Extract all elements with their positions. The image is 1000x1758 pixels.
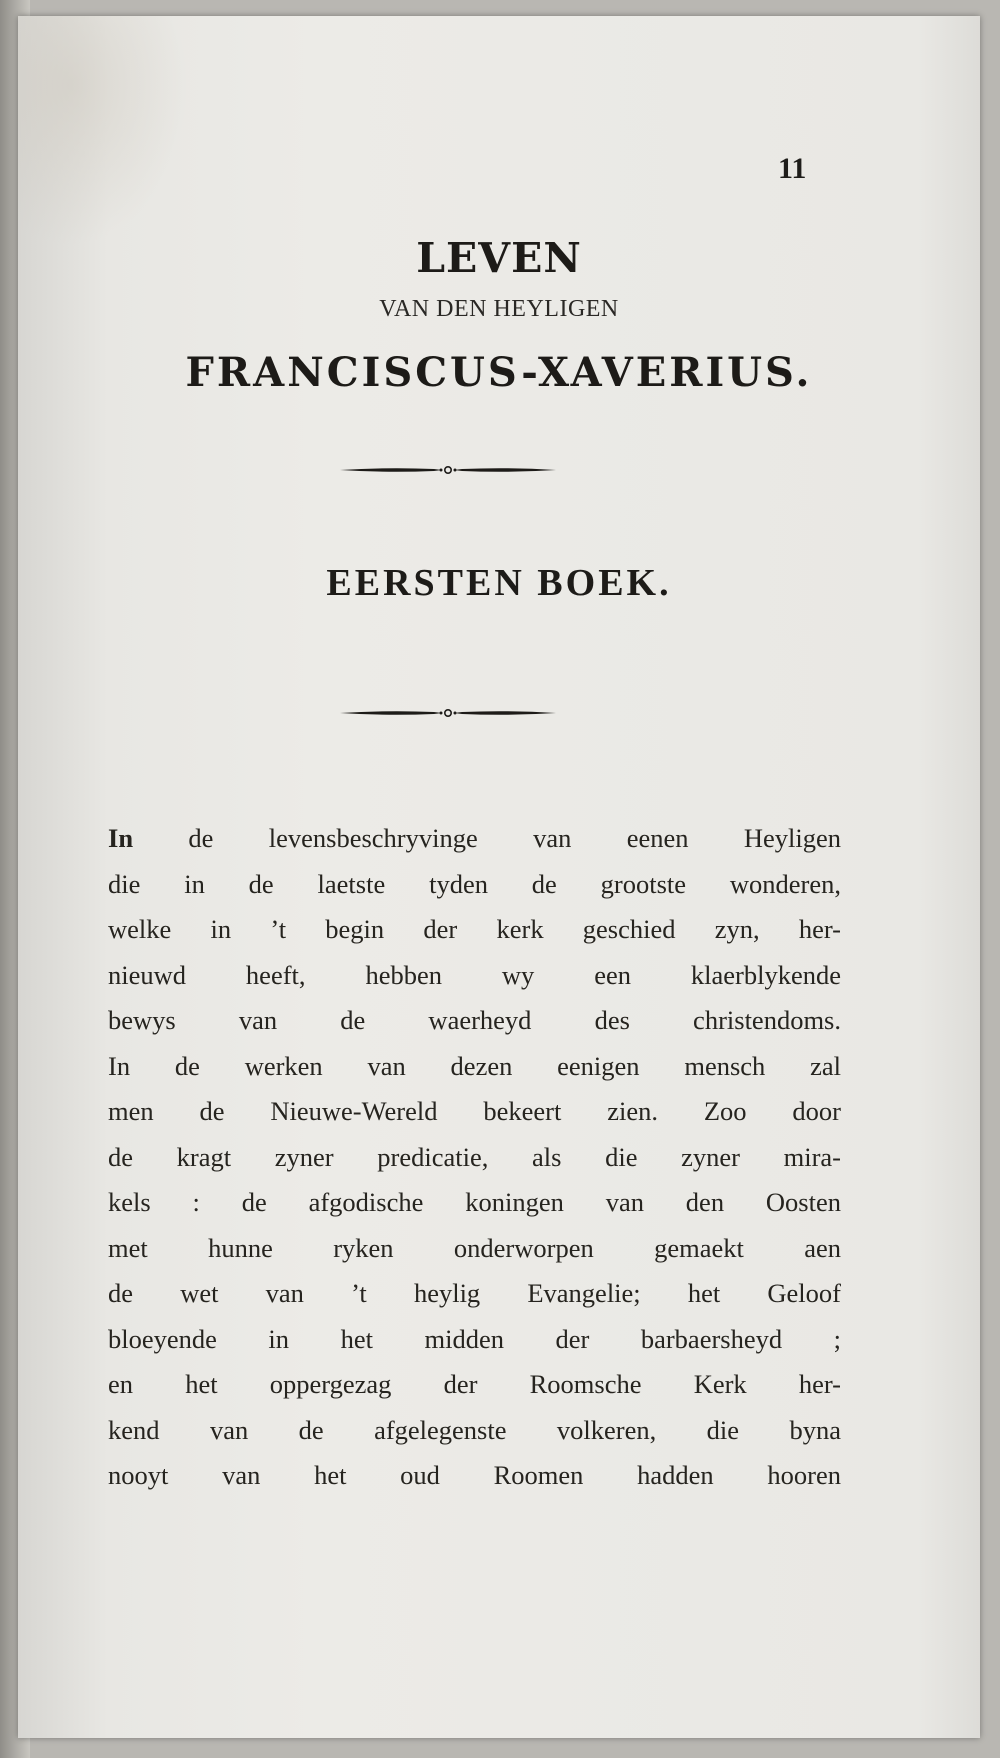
text-line: en het oppergezag der Roomsche Kerk her-	[108, 1369, 841, 1399]
ornament-rule-icon	[338, 463, 558, 477]
paper-stain	[18, 16, 188, 246]
text-line: kels : de afgodische koningen van den Oosten	[108, 1187, 841, 1217]
text-line: In de levensbeschryvinge van eenen Heyligen	[108, 823, 841, 853]
body-paragraph	[108, 816, 841, 1499]
text-line: welke in ’t begin der kerk geschied zyn, her-	[108, 914, 841, 944]
text-line: nooyt van het oud Roomen hadden hooren	[108, 1460, 841, 1490]
text-line: nieuwd heeft, hebben wy een klaerblykende	[108, 959, 841, 990]
book-page	[18, 16, 980, 1738]
book-title: EERSTEN BOEK.	[326, 562, 672, 604]
text-line: met hunne ryken onderworpen gemaekt aen	[108, 1232, 841, 1263]
opening-word: In	[108, 823, 134, 853]
text-line: de kragt zyner predicatie, als die zyner mira-	[108, 1141, 841, 1172]
text-line: die in de laetste tyden de grootste wonderen,	[108, 868, 841, 899]
text-line: kend van de afgelegenste volkeren, die byna	[108, 1414, 841, 1445]
title-saint-name: FRANCISCUS-XAVERIUS.	[185, 349, 813, 396]
title-subtitle: VAN DEN HEYLIGEN	[379, 296, 619, 322]
text-line: de wet van ’t heylig Evangelie; het Geloof	[108, 1278, 841, 1308]
page-number: 11	[778, 152, 807, 185]
text-line: bewys van de waerheyd des christendoms.	[108, 1005, 841, 1035]
ornament-rule-icon	[338, 706, 558, 720]
title-main: LEVEN	[416, 234, 582, 282]
text-line: In de werken van dezen eenigen mensch zal	[108, 1050, 841, 1081]
text-line: men de Nieuwe-Wereld bekeert zien. Zoo door	[108, 1096, 841, 1126]
text-line: bloeyende in het midden der barbaersheyd ;	[108, 1323, 841, 1354]
